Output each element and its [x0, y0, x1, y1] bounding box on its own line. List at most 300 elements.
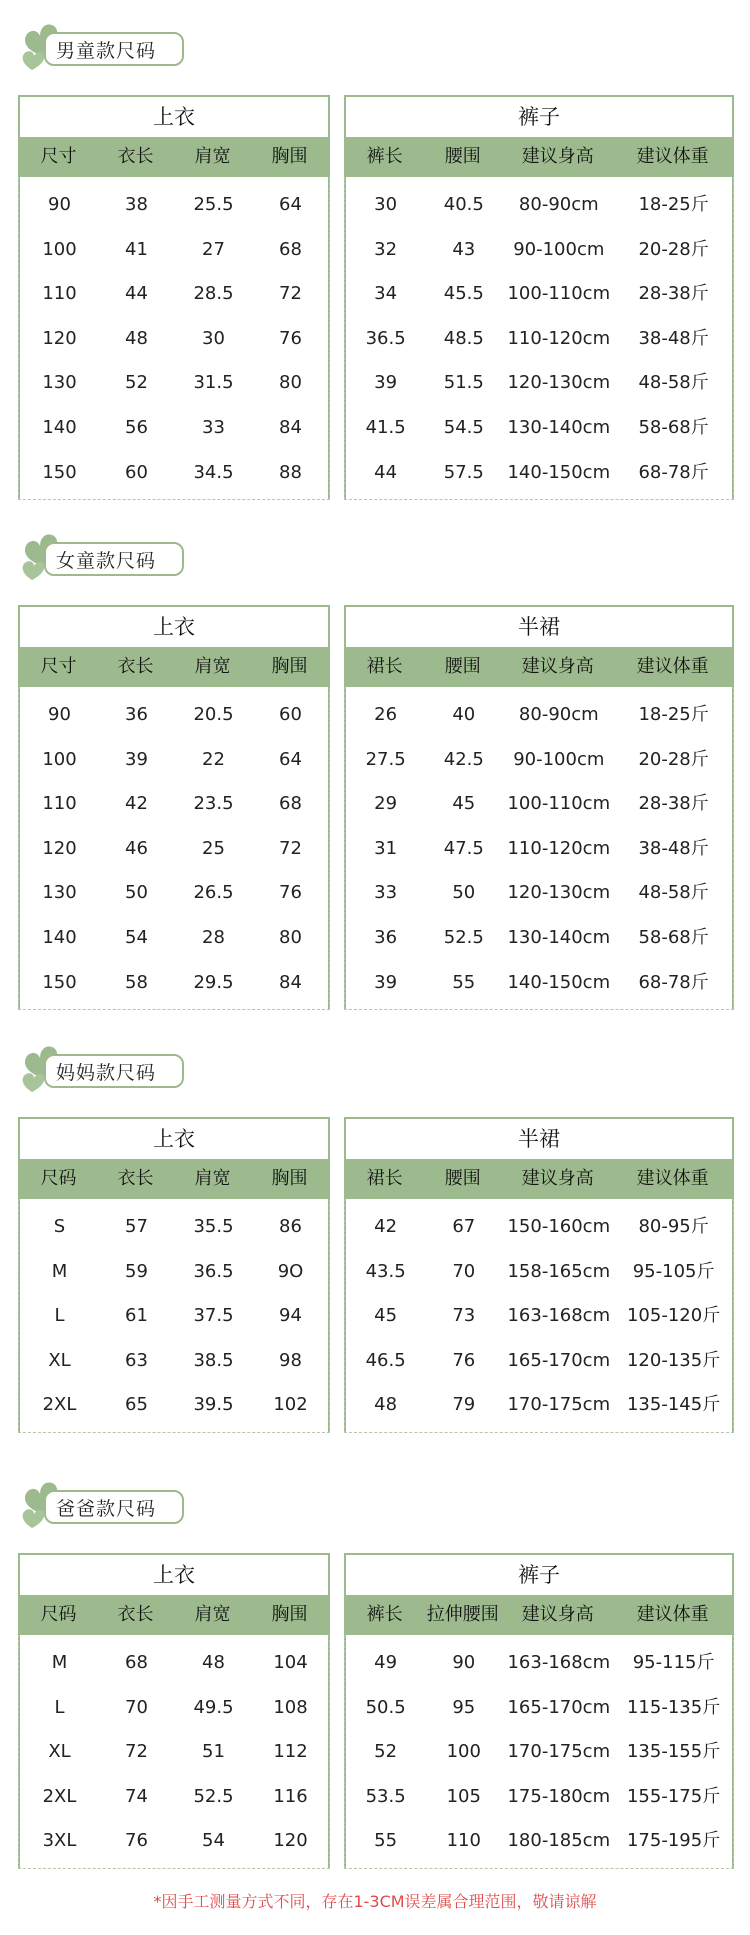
column-header: 衣长 [117, 656, 154, 677]
table-cell: 56 [125, 416, 148, 438]
table-cell: 120 [42, 837, 77, 859]
table-cell: 33 [202, 416, 225, 438]
table-cell: 27.5 [365, 748, 406, 770]
table-row [345, 317, 733, 362]
column-header: 拉伸腰围 [426, 1604, 499, 1625]
table-cell: 94 [279, 1305, 302, 1327]
table-cell: 36.5 [193, 1260, 234, 1282]
table-row [19, 961, 329, 1006]
table-caption: 上衣 [153, 1563, 195, 1587]
table-header-row [20, 137, 328, 177]
table-cell: 58 [125, 971, 148, 993]
table-caption: 上衣 [153, 105, 195, 129]
column-header: 建议体重 [636, 146, 709, 167]
table-header-row [346, 137, 732, 177]
table-header-row [20, 1159, 328, 1199]
table-cell: 38-48斤 [638, 837, 709, 859]
table-cell: 102 [273, 1394, 308, 1416]
table-cell: 140 [42, 416, 77, 438]
table-cell: 86 [279, 1216, 302, 1237]
table-cell: 39 [125, 748, 148, 770]
table-body [18, 1199, 330, 1433]
table-cell: 33 [374, 882, 398, 904]
table-row [19, 361, 329, 406]
table-cell: 80 [279, 372, 302, 394]
table-cell: 48-58斤 [638, 372, 709, 394]
table-cell: 18-25斤 [638, 194, 709, 215]
table-cell: 110 [446, 1830, 481, 1852]
table-cell: 35.5 [193, 1216, 234, 1237]
table-cell: 30 [374, 194, 398, 215]
table-cell: 60 [125, 461, 148, 483]
table-cell: 46 [125, 837, 148, 859]
column-header: 尺码 [40, 1604, 77, 1625]
table-cell: 63 [125, 1349, 148, 1371]
column-header: 建议体重 [636, 1604, 709, 1625]
table-row [345, 183, 733, 228]
table-cell: 29 [374, 793, 398, 815]
table-row [19, 228, 329, 273]
table-cell: 36 [125, 704, 148, 725]
table-cell: 140-150cm [507, 971, 611, 993]
table-row [345, 1250, 733, 1295]
table-cell: 31 [374, 837, 398, 859]
table-cell: 29.5 [193, 971, 234, 993]
table-cell: 163-168cm [507, 1305, 611, 1327]
table-cell: 2XL [42, 1785, 77, 1807]
table-cell: 170-175cm [507, 1741, 611, 1763]
section-title: 女童款尺码 [56, 550, 157, 572]
table-cell: 110 [42, 793, 77, 815]
table-header-row [20, 647, 328, 687]
column-header: 衣长 [117, 146, 154, 167]
column-header: 裙长 [366, 656, 403, 677]
table-cell: 48 [202, 1652, 225, 1673]
column-header: 裙长 [366, 1168, 403, 1189]
table-cell: 84 [279, 971, 302, 993]
table-cell: 76 [279, 327, 302, 349]
table-cell: 50.5 [365, 1696, 406, 1718]
column-header: 建议身高 [521, 1604, 594, 1625]
table-row [19, 1775, 329, 1820]
column-header: 裤长 [366, 146, 403, 167]
table-cell: 44 [125, 283, 148, 305]
table-cell: 45.5 [443, 283, 484, 305]
table-cell: 115-135斤 [626, 1696, 721, 1718]
table-row [345, 406, 733, 451]
table-cell: 28-38斤 [638, 283, 709, 305]
table-caption: 半裙 [518, 1127, 560, 1151]
table-cell: 42 [125, 793, 148, 815]
table-cell: 130-140cm [507, 416, 611, 438]
table-cell: 41 [125, 238, 148, 260]
table-cell: 165-170cm [507, 1696, 611, 1718]
table-caption: 裤子 [518, 1563, 560, 1587]
table-cell: 180-185cm [507, 1830, 611, 1852]
table-cell: 39.5 [193, 1394, 234, 1416]
table-cell: 48-58斤 [638, 882, 709, 904]
table-cell: 54.5 [443, 416, 484, 438]
section-title: 爸爸款尺码 [56, 1498, 157, 1520]
table-cell: 120-130cm [507, 882, 611, 904]
table-cell: 48.5 [443, 327, 484, 349]
table-cell: 175-195斤 [626, 1830, 721, 1852]
table-row [19, 871, 329, 916]
table-row [19, 1205, 329, 1250]
table-cell: 30 [202, 327, 225, 349]
table-cell: M [51, 1260, 68, 1282]
left-size-table [18, 1553, 330, 1869]
table-cell: 120-130cm [507, 372, 611, 394]
table-cell: 64 [279, 194, 302, 215]
table-cell: 98 [279, 1349, 302, 1371]
table-cell: 42 [374, 1216, 398, 1237]
table-cell: 73 [452, 1305, 476, 1327]
table-caption: 上衣 [153, 615, 195, 639]
table-cell: 60 [279, 704, 302, 725]
column-header: 肩宽 [194, 146, 231, 167]
table-cell: 3XL [42, 1830, 77, 1852]
table-cell: 52.5 [193, 1785, 234, 1807]
table-cell: 20.5 [193, 704, 234, 725]
table-cell: 100-110cm [507, 793, 611, 815]
table-cell: 54 [125, 926, 148, 948]
table-row [19, 1250, 329, 1295]
table-cell: 108 [273, 1696, 308, 1718]
table-cell: 80-90cm [518, 704, 599, 725]
table-row [345, 827, 733, 872]
column-header: 裤长 [366, 1604, 403, 1625]
table-cell: 68-78斤 [638, 461, 709, 483]
table-cell: 48 [374, 1394, 398, 1416]
section-title-badge [18, 1034, 178, 1096]
table-cell: 53.5 [365, 1785, 406, 1807]
table-row [345, 693, 733, 738]
table-cell: 120 [273, 1830, 308, 1852]
table-cell: L [54, 1305, 65, 1327]
table-cell: 34.5 [193, 461, 234, 483]
table-cell: XL [48, 1741, 71, 1763]
table-cell: 23.5 [193, 793, 234, 815]
table-cell: 72 [279, 837, 302, 859]
column-header: 胸围 [271, 1604, 308, 1625]
table-cell: 52 [374, 1741, 398, 1763]
left-size-table [18, 95, 330, 500]
table-cell: 25 [202, 837, 225, 859]
column-header: 腰围 [444, 146, 481, 167]
column-header: 建议体重 [636, 656, 709, 677]
table-row [345, 361, 733, 406]
table-cell: 55 [374, 1830, 398, 1852]
table-caption: 半裙 [518, 615, 560, 639]
right-size-table [344, 605, 734, 1010]
table-cell: 47.5 [443, 837, 484, 859]
table-cell: 70 [125, 1696, 148, 1718]
table-cell: 72 [279, 283, 302, 305]
table-row [345, 916, 733, 961]
table-cell: 51.5 [443, 372, 484, 394]
table-cell: 175-180cm [507, 1785, 611, 1807]
table-cell: 22 [202, 748, 225, 770]
table-cell: 84 [279, 416, 302, 438]
section-title: 妈妈款尺码 [56, 1062, 157, 1084]
table-row [345, 1819, 733, 1864]
table-row [345, 871, 733, 916]
table-cell: 158-165cm [507, 1260, 611, 1282]
table-row [19, 272, 329, 317]
table-cell: 135-145斤 [626, 1394, 721, 1416]
table-row [19, 1730, 329, 1775]
table-cell: 46.5 [365, 1349, 406, 1371]
table-cell: 130 [42, 882, 77, 904]
table-cell: 68 [125, 1652, 148, 1673]
table-cell: 68-78斤 [638, 971, 709, 993]
table-row [345, 961, 733, 1006]
table-cell: 130-140cm [507, 926, 611, 948]
table-cell: 2XL [42, 1394, 77, 1416]
right-size-table [344, 1553, 734, 1869]
column-header: 建议身高 [521, 656, 594, 677]
table-body [18, 687, 330, 1010]
table-cell: 95-115斤 [632, 1652, 715, 1673]
table-cell: 105 [446, 1785, 481, 1807]
table-cell: 38.5 [193, 1349, 234, 1371]
table-cell: 26 [374, 704, 398, 725]
table-caption: 上衣 [153, 1127, 195, 1151]
column-header: 尺码 [40, 1168, 77, 1189]
table-cell: 32 [374, 238, 398, 260]
table-cell: 76 [452, 1349, 476, 1371]
table-cell: 20-28斤 [638, 748, 709, 770]
table-cell: 34 [374, 283, 398, 305]
table-cell: 28 [202, 926, 225, 948]
table-cell: 120-135斤 [626, 1349, 721, 1371]
table-cell: 135-155斤 [626, 1741, 721, 1763]
column-header: 肩宽 [194, 1604, 231, 1625]
table-row [19, 916, 329, 961]
table-row [345, 1686, 733, 1731]
table-cell: 51 [202, 1741, 225, 1763]
table-row [19, 1294, 329, 1339]
section-title: 男童款尺码 [56, 40, 157, 62]
table-cell: 44 [374, 461, 398, 483]
column-header: 尺寸 [40, 146, 77, 167]
table-cell: 40 [452, 704, 476, 725]
table-cell: 41.5 [365, 416, 406, 438]
table-cell: 95 [452, 1696, 476, 1718]
table-cell: 110-120cm [507, 837, 611, 859]
table-cell: 26.5 [193, 882, 234, 904]
table-cell: XL [48, 1349, 71, 1371]
table-row [19, 738, 329, 783]
table-body [18, 177, 330, 500]
table-row [19, 1819, 329, 1864]
table-cell: 88 [279, 461, 302, 483]
table-cell: 140-150cm [507, 461, 611, 483]
right-size-table [344, 1117, 734, 1433]
table-body [18, 1635, 330, 1869]
table-cell: 170-175cm [507, 1394, 611, 1416]
table-header-row [346, 647, 732, 687]
column-header: 肩宽 [194, 656, 231, 677]
table-header-row [346, 1159, 732, 1199]
column-header: 衣长 [117, 1604, 154, 1625]
table-cell: 43.5 [365, 1260, 406, 1282]
table-cell: 45 [452, 793, 476, 815]
column-header: 建议身高 [521, 1168, 594, 1189]
table-cell: 90 [48, 194, 71, 215]
column-header: 衣长 [117, 1168, 154, 1189]
right-size-table [344, 95, 734, 500]
table-cell: 90-100cm [513, 748, 605, 770]
table-row [345, 1641, 733, 1686]
table-cell: 36 [374, 926, 398, 948]
table-cell: 90-100cm [513, 238, 605, 260]
column-header: 胸围 [271, 1168, 308, 1189]
table-cell: 58-68斤 [638, 416, 709, 438]
table-cell: 150 [42, 971, 77, 993]
table-cell: 64 [279, 748, 302, 770]
table-cell: 39 [374, 971, 398, 993]
table-cell: 54 [202, 1830, 225, 1852]
table-cell: 90 [48, 704, 71, 725]
table-row [345, 228, 733, 273]
table-row [345, 1294, 733, 1339]
table-cell: 28.5 [193, 283, 234, 305]
table-cell: 45 [374, 1305, 398, 1327]
table-row [19, 1339, 329, 1384]
table-cell: 58-68斤 [638, 926, 709, 948]
table-cell: 163-168cm [507, 1652, 611, 1673]
column-header: 胸围 [271, 146, 308, 167]
column-header: 腰围 [444, 1168, 481, 1189]
table-cell: 116 [273, 1785, 308, 1807]
table-cell: 74 [125, 1785, 148, 1807]
table-cell: 65 [125, 1394, 148, 1416]
table-row [345, 1775, 733, 1820]
measurement-note: *因手工测量方式不同，存在1-3CM误差属合理范围，敬请谅解 [153, 1892, 597, 1911]
table-cell: 40.5 [443, 194, 484, 215]
table-header-row [346, 1595, 732, 1635]
table-cell: 25.5 [193, 194, 234, 215]
table-cell: S [53, 1216, 66, 1237]
table-cell: 67 [452, 1216, 476, 1237]
table-cell: 105-120斤 [626, 1305, 721, 1327]
table-row [345, 1339, 733, 1384]
table-row [19, 183, 329, 228]
table-cell: 49 [374, 1652, 398, 1673]
table-cell: L [54, 1696, 65, 1718]
table-row [345, 451, 733, 496]
table-cell: 68 [279, 238, 302, 260]
table-row [19, 693, 329, 738]
table-caption: 裤子 [518, 105, 560, 129]
table-row [19, 451, 329, 496]
column-header: 建议体重 [636, 1168, 709, 1189]
table-cell: 150-160cm [507, 1216, 611, 1237]
column-header: 腰围 [444, 656, 481, 677]
table-cell: 42.5 [443, 748, 484, 770]
table-header-row [20, 1595, 328, 1635]
column-header: 建议身高 [521, 146, 594, 167]
table-row [19, 782, 329, 827]
table-cell: 76 [125, 1830, 148, 1852]
table-cell: 120 [42, 327, 77, 349]
table-cell: 50 [452, 882, 476, 904]
table-cell: 27 [202, 238, 225, 260]
left-size-table [18, 1117, 330, 1433]
table-cell: 20-28斤 [638, 238, 709, 260]
table-body [344, 1199, 734, 1433]
table-row [19, 1686, 329, 1731]
table-cell: 52 [125, 372, 148, 394]
table-cell: 38 [125, 194, 148, 215]
table-cell: 48 [125, 327, 148, 349]
table-cell: 50 [125, 882, 148, 904]
table-cell: 140 [42, 926, 77, 948]
table-cell: 31.5 [193, 372, 234, 394]
table-cell: 100 [42, 748, 77, 770]
table-cell: 110 [42, 283, 77, 305]
table-cell: 57 [125, 1216, 148, 1237]
table-row [19, 406, 329, 451]
table-row [345, 1383, 733, 1428]
table-cell: 9O [277, 1260, 304, 1282]
table-cell: 112 [273, 1741, 308, 1763]
section-title-badge [18, 1470, 178, 1532]
table-cell: 38-48斤 [638, 327, 709, 349]
table-cell: 57.5 [443, 461, 484, 483]
table-cell: 104 [273, 1652, 308, 1673]
table-row [345, 782, 733, 827]
table-cell: 100 [446, 1741, 481, 1763]
table-cell: 80-90cm [518, 194, 599, 215]
table-cell: 49.5 [193, 1696, 234, 1718]
table-cell: 155-175斤 [626, 1785, 721, 1807]
table-cell: 68 [279, 793, 302, 815]
column-header: 尺寸 [40, 656, 77, 677]
table-row [345, 272, 733, 317]
table-row [19, 317, 329, 362]
table-cell: 100 [42, 238, 77, 260]
table-cell: 28-38斤 [638, 793, 709, 815]
table-row [19, 1383, 329, 1428]
table-cell: 55 [452, 971, 476, 993]
column-header: 胸围 [271, 656, 308, 677]
table-body [344, 687, 734, 1010]
table-cell: 110-120cm [507, 327, 611, 349]
table-cell: 61 [125, 1305, 148, 1327]
table-cell: 72 [125, 1741, 148, 1763]
table-cell: 59 [125, 1260, 148, 1282]
table-body [344, 177, 734, 500]
column-header: 肩宽 [194, 1168, 231, 1189]
table-cell: 36.5 [365, 327, 406, 349]
table-cell: 150 [42, 461, 77, 483]
table-cell: 52.5 [443, 926, 484, 948]
left-size-table [18, 605, 330, 1010]
table-cell: 95-105斤 [632, 1260, 715, 1282]
table-row [345, 1730, 733, 1775]
section-title-badge [18, 522, 178, 584]
table-row [345, 738, 733, 783]
table-cell: 80-95斤 [638, 1216, 709, 1237]
table-cell: 130 [42, 372, 77, 394]
table-row [345, 1205, 733, 1250]
table-row [19, 827, 329, 872]
table-row [19, 1641, 329, 1686]
table-cell: 100-110cm [507, 283, 611, 305]
